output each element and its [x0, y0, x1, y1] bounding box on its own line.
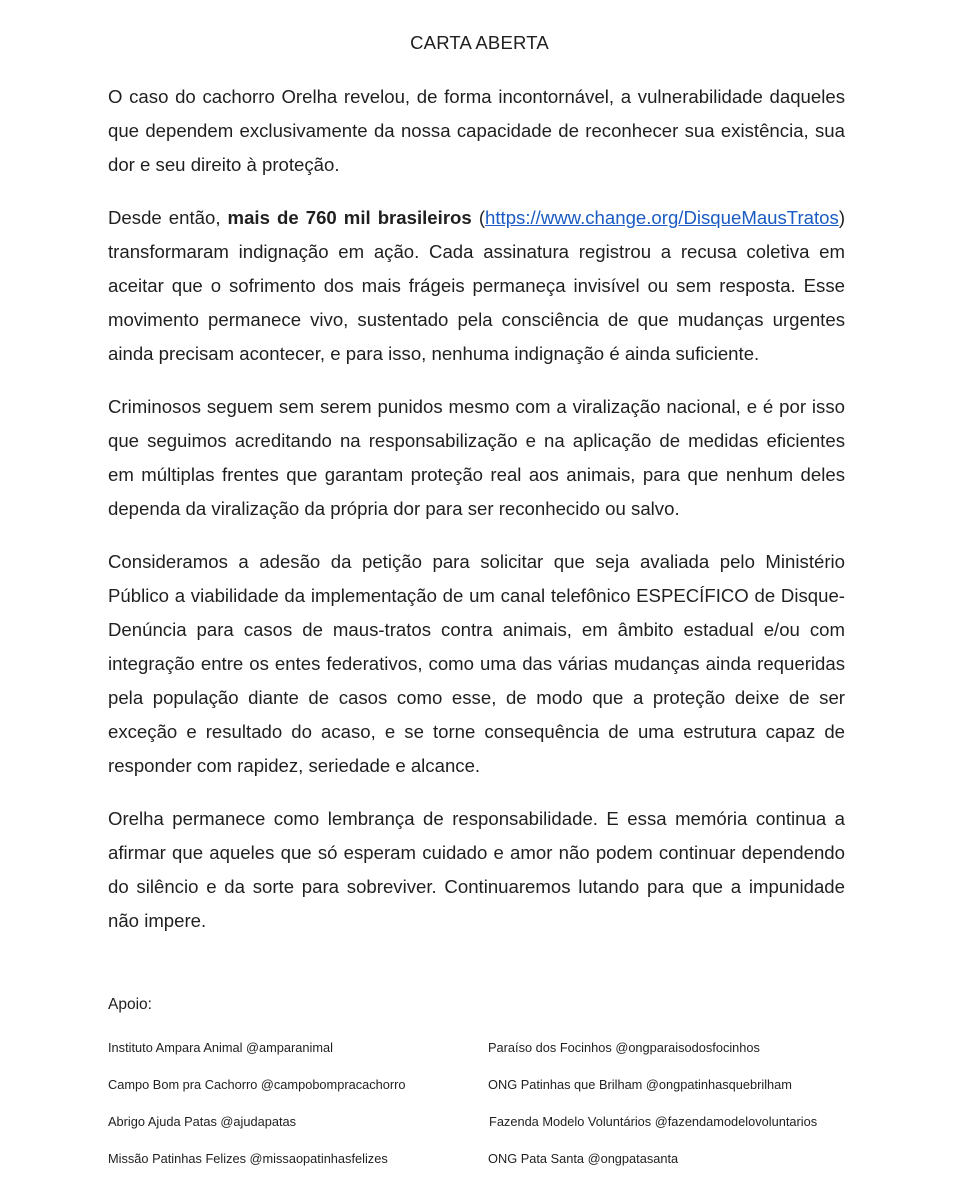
supporter-item: Abrigo Ajuda Patas @ajudapatas	[108, 1114, 297, 1129]
supporter-item: Missão Patinhas Felizes @missaopatinhasfelizes	[108, 1151, 388, 1166]
signature-count: mais de 760 mil brasileiros	[227, 207, 472, 228]
supporter-item: ONG Patinhas que Brilham @ongpatinhasquebrilham	[488, 1077, 792, 1092]
paragraph-2-paren: (	[471, 207, 486, 228]
supporters-list	[108, 1040, 868, 1188]
supporter-row	[108, 1151, 868, 1188]
supporter-item: Instituto Ampara Animal @amparanimal	[108, 1040, 333, 1055]
supporter-item: ONG Pata Santa @ongpatasanta	[488, 1151, 679, 1166]
supporter-item: Campo Bom pra Cachorro @campobompracachorro	[108, 1077, 406, 1092]
letter-body	[108, 80, 845, 957]
support-label: Apoio:	[108, 996, 152, 1013]
supporter-item: Paraíso dos Focinhos @ongparaisodosfocinhos	[488, 1040, 760, 1055]
paragraph-5: Orelha permanece como lembrança de responsabilidade. E essa memória continua a afirmar que aqueles que só esperam cuidado e amor não podem continuar dependendo do silêncio e da sorte para sobreviver. Continuaremos lutando para que a impunidade não impere.	[108, 808, 845, 931]
petition-link[interactable]: https://www.change.org/DisqueMausTratos	[485, 207, 839, 228]
supporter-row	[108, 1077, 868, 1114]
paragraph-4: Consideramos a adesão da petição para solicitar que seja avaliada pelo Ministério Público a viabilidade da implementação de um canal telefônico ESPECÍFICO de Disque-Denúncia para casos de maus-tratos contra animais, em âmbito estadual e/ou com integração entre os entes federativos, como uma das várias mudanças ainda requeridas pela população diante de casos como esse, de modo que a proteção deixe de ser exceção e resultado do acaso, e se torne consequência de uma estrutura capaz de responder com rapidez, seriedade e alcance.	[108, 551, 845, 776]
paragraph-1: O caso do cachorro Orelha revelou, de forma incontornável, a vulnerabilidade daqueles que dependem exclusivamente da nossa capacidade de reconhecer sua existência, sua dor e seu direito à proteção.	[108, 86, 845, 175]
paragraph-2	[108, 201, 845, 371]
document-title: CARTA ABERTA	[410, 32, 549, 53]
paragraph-3: Criminosos seguem sem serem punidos mesmo com a viralização nacional, e é por isso que seguimos acreditando na responsabilização e na aplicação de medidas eficientes em múltiplas frentes que garantam proteção real aos animais, para que nenhum deles dependa da viralização da própria dor para ser reconhecido ou salvo.	[108, 396, 845, 519]
paragraph-2-rest: ) transformaram indignação em ação. Cada assinatura registrou a recusa coletiva em aceitar que o sofrimento dos mais frágeis permaneça invisível ou sem resposta. Esse movimento permanece vivo, sustentado pela consciência de que mudanças urgentes ainda precisam acontecer, e para isso, nenhuma indignação é ainda suficiente.	[108, 207, 846, 364]
supporter-row	[108, 1040, 868, 1077]
supporter-item: Fazenda Modelo Voluntários @fazendamodelovoluntarios	[489, 1114, 818, 1129]
supporter-row	[108, 1114, 868, 1151]
paragraph-2-intro: Desde então,	[108, 207, 228, 228]
